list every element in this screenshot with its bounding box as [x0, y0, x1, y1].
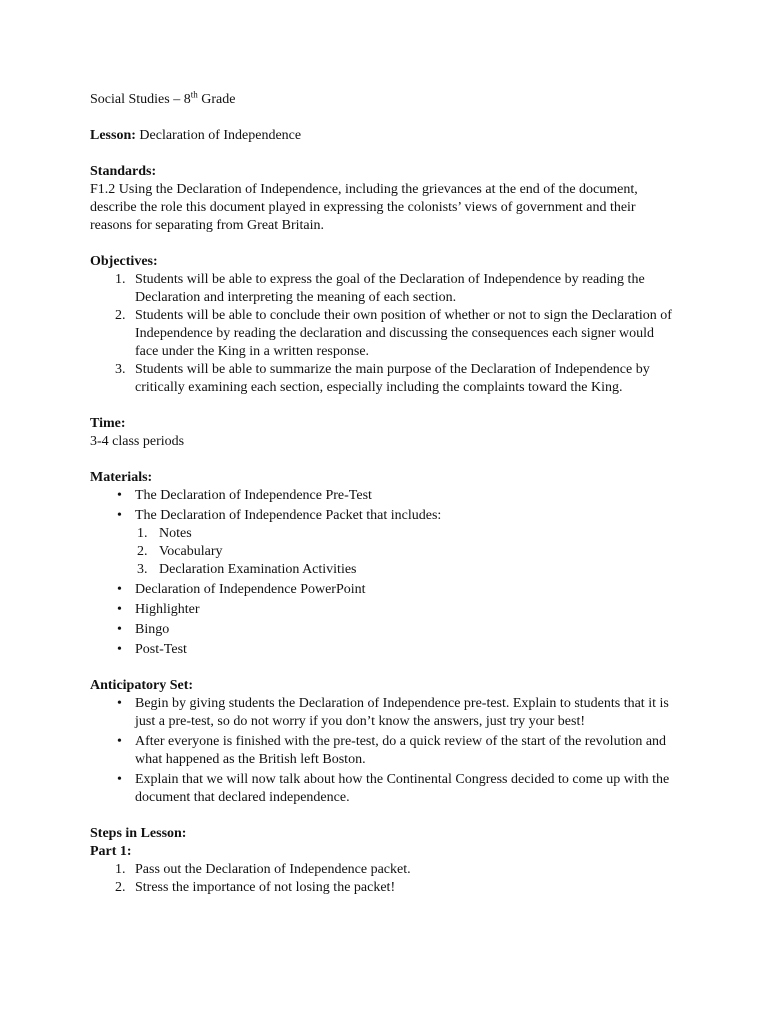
- objectives-list: [90, 271, 678, 397]
- list-item: • Begin by giving students the Declaration of Independence pre-test. Explain to students that it is just a pre-test, so do not worry if you don’t know the answers, just try your best!: [90, 695, 678, 731]
- list-item: • Post-Test: [90, 641, 678, 659]
- time-text: 3-4 class periods: [90, 434, 185, 449]
- time-section: [90, 415, 678, 451]
- list-item: • Highlighter: [90, 601, 678, 619]
- steps-list: [90, 861, 678, 897]
- lesson-label: Lesson:: [90, 128, 136, 143]
- list-item: • Declaration of Independence PowerPoint: [90, 581, 678, 599]
- materials-heading: Materials:: [90, 470, 153, 485]
- grade-text: Grade: [197, 92, 236, 107]
- steps-heading: Steps in Lesson:: [90, 826, 187, 841]
- list-item: Students will be able to conclude their own position of whether or not to sign the Declaration of Independence by reading the declaration and discussing the consequences each signer would face under the King in a written response.: [135, 308, 672, 359]
- steps-section: [90, 825, 678, 897]
- standards-text: F1.2 Using the Declaration of Independence, including the grievances at the end of the document, describe the role this document played in expressing the colonists’ views of government and their reasons for separating from Great Britain.: [90, 182, 638, 233]
- materials-section: [90, 469, 678, 659]
- anticipatory-section: [90, 677, 678, 807]
- list-item: • Bingo: [90, 621, 678, 639]
- list-item: Declaration Examination Activities: [159, 562, 357, 577]
- part1-heading: Part 1:: [90, 844, 132, 859]
- objectives-heading: Objectives:: [90, 254, 158, 269]
- standards-section: [90, 163, 678, 235]
- list-item: Students will be able to summarize the main purpose of the Declaration of Independence by critically examining each section, especially including the complaints toward the King.: [135, 362, 650, 395]
- materials-list: [90, 487, 678, 659]
- doc-header: [90, 91, 678, 109]
- subject-text: Social Studies – 8: [90, 92, 191, 107]
- lesson-line: [90, 127, 678, 145]
- packet-label: The Declaration of Independence Packet that includes:: [135, 508, 442, 523]
- objectives-section: [90, 253, 678, 397]
- list-item: • The Declaration of Independence Pre-Test: [90, 487, 678, 505]
- list-item: Stress the importance of not losing the packet!: [135, 880, 396, 895]
- list-item: • Explain that we will now talk about how the Continental Congress decided to come up with the document that declared independence.: [90, 771, 678, 807]
- list-item: • After everyone is finished with the pre-test, do a quick review of the start of the revolution and what happened as the British left Boston.: [90, 733, 678, 769]
- standards-heading: Standards:: [90, 164, 157, 179]
- list-item: Notes: [159, 526, 192, 541]
- lesson-title: Declaration of Independence: [135, 128, 302, 143]
- list-item: Vocabulary: [159, 544, 223, 559]
- list-item: Pass out the Declaration of Independence packet.: [135, 862, 411, 877]
- packet-sublist: [135, 525, 678, 579]
- list-item: Students will be able to express the goal of the Declaration of Independence by reading the Declaration and interpreting the meaning of each section.: [135, 272, 645, 305]
- anticipatory-heading: Anticipatory Set:: [90, 678, 194, 693]
- anticipatory-list: [90, 695, 678, 807]
- grade-superscript: th: [190, 89, 198, 100]
- list-item-packet: [90, 507, 678, 579]
- time-heading: Time:: [90, 416, 126, 431]
